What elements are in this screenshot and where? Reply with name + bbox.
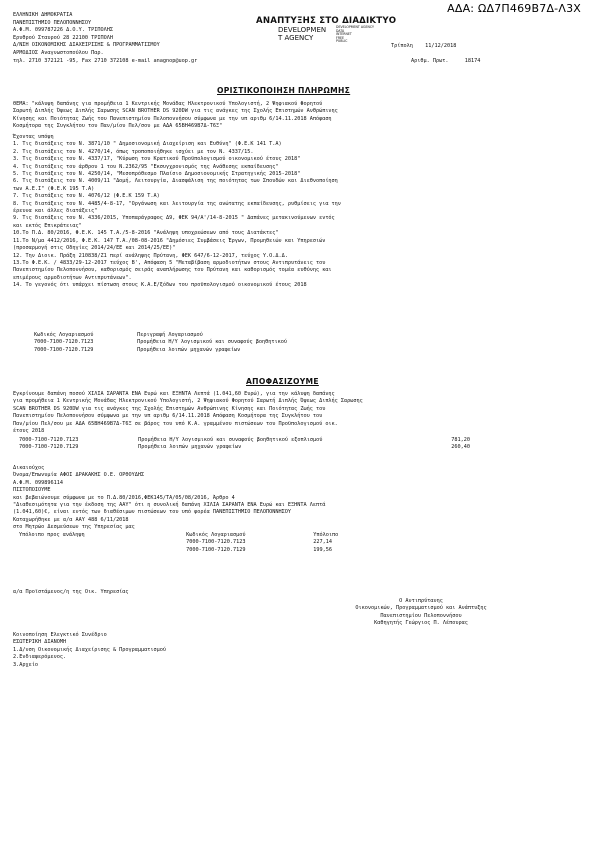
decision-block xyxy=(13,391,581,435)
subject-block xyxy=(13,101,581,131)
decision-line: Εγκρίνουμε δαπάνη ποσού ΧΙΛΙΑ ΣΑΡΑΝΤΑ ΕΝΑ Ευρώ και ΕΞΗΝΤΑ Λεπτά (1.041,60 Ευρώ), για την κάλυψη δαπάνης xyxy=(13,391,335,397)
distribution-line: ΕΣΩΤΕΡΙΚΗ ΔΙΑΝΟΜΗ xyxy=(13,639,67,646)
beneficiary-line: Όνομα/Επωνυμία ΑΦΟΙ ΔΡΑΚΑΚΗΣ Ο.Ε. ΟΡΘΟΥΔΗΣ xyxy=(13,472,145,479)
considering-item: επιμέρους αρμοδιοτήτων Αντιπρυτάνεων". xyxy=(13,274,132,281)
decision-line: SCAN BROTHER DS 920DW για τις ανάγκες της Σχολής Επιστημών Ανθρώπινης Κίνησης και Ποιότητας Ζωής του xyxy=(13,405,326,412)
header-line: Ερυθρού Σταυρού 28 22100 ΤΡΙΠΟΛΗ xyxy=(13,34,113,41)
account-description: Προμήθεια Η/Υ λογισμικού και συναφούς βοηθητικού xyxy=(137,339,288,346)
beneficiary-line: Δικαιούχος xyxy=(13,465,45,471)
subject-line: ΘΕΜΑ: "κάλυψη δαπάνης για προμήθεια 1 Κεντρικής Μονάδας Ηλεκτρονικού Υπολογιστή, 2 Ψηφιακού Φορητού xyxy=(13,101,323,107)
table-header xyxy=(19,532,338,539)
header-line: ΑΡΜΟΔΙΟΣ Αναγνωστοπούλου Παρ. xyxy=(13,49,104,56)
considering-item: Πανεπιστημίου Πελοποννήσου, καθορισμός σειράς αναπλήρωσης του Πρύτανη και καθορισμός τομέα ευθύνης και xyxy=(13,267,332,274)
beneficiary-line: "Διαθεσιμότητα για την έκδοση της ΑΑΥ" ότι η συνολική δαπάνη ΧΙΛΙΑ ΣΑΡΑΝΤΑ ΕΝΑ Ευρώ και ΕΞΗΝΤΑ Λεπτά xyxy=(13,502,326,509)
amount: 260,40 xyxy=(451,444,470,451)
decision-line: Πανεπιστημίου Πελοποννήσου σύμφωνα με την υπ αριθμ 6/14.11.2018 Απόφαση Κοσμήτορα της Συγκλήτου του xyxy=(13,413,323,420)
account-description: Προμήθεια λοιπών μηχανών γραφείων xyxy=(137,346,241,353)
beneficiary-line: Α.Φ.Μ. 099896114 xyxy=(13,479,63,486)
protocol-line xyxy=(411,58,480,66)
logo-title: ΑΝΑΠΤΥΞΗΣ ΣΤΟ ΔΙΑΔΙΚΤΥΟ xyxy=(256,16,397,26)
distribution-line: 3.Αρχείο xyxy=(13,661,38,668)
decision-line: έτους 2018 xyxy=(13,428,45,435)
title-we-decide: ΑΠΟΦΑΣΙΖΟΥΜΕ xyxy=(246,377,319,386)
agency-logo xyxy=(256,8,416,48)
signature-line: Καθηγητής Γεώργιος Π. Λέπουρας xyxy=(374,620,468,627)
decision-table xyxy=(19,437,470,452)
considering-item: και εκτός Επικράτειας" xyxy=(13,222,82,229)
header-line: τηλ. 2710 372121 -95, Fax 2710 372108 e-mail anagnop@uop.gr xyxy=(13,57,198,64)
distribution-line: 1.Δ/νση Οικονομικής Διαχείρισης & Προγραμματισμού xyxy=(13,646,167,653)
logo-tiny-text: INTERNET xyxy=(336,32,352,37)
balance: 199,56 xyxy=(313,546,332,553)
ada-code: ΑΔΑ: ΩΔ7Π469Β7Δ-Λ3Χ xyxy=(447,2,581,15)
subject-line: Σαρωτή Διπλής Όψεως Διπλής Σαρωσης SCAN BROTHER DS 920DW για τις ανάγκες της Σχολής Επιστημών Ανθρώπινης xyxy=(13,108,338,115)
financial-service-head: α/α Προϊστάμενος/η της Οικ. Υπηρεσίας xyxy=(13,589,129,595)
account-code: 7000-7100-7120.7129 xyxy=(34,346,94,353)
header-line: Δ/ΝΣΗ ΟΙΚΟΝΟΜΙΚΗΣ ΔΙΑΧΕΙΡΙΣΗΣ & ΠΡΟΓΡΑΜΜΑΤΙΣΜΟΥ xyxy=(13,42,160,49)
header-left xyxy=(13,12,197,65)
date-line xyxy=(391,43,456,51)
considering-item: 7. Τις διατάξεις του Ν. 4076/12 (Φ.Ε.Κ 159 Τ.Α) xyxy=(13,193,160,200)
considering-label: Έχοντας υπόψη xyxy=(13,134,54,140)
logo-line: T AGENCY xyxy=(278,34,314,42)
beneficiary-line: Καταχωρήθηκε με α/α ΑΑΥ 488 6/11/2018 xyxy=(13,516,129,523)
considering-item: 4. Τις διατάξεις του άρθρου 1 του Ν.2362/95 "Εκσυγχρονισμός της Ανάθεσης εκπαίδευσης" xyxy=(13,163,279,170)
account-code: 7000-7100-7120.7123 xyxy=(19,437,79,443)
considering-item: 6. Τις διατάξεις του Ν. 4009/11 "Δομή, Λειτουργία, Διασφάλιση της ποιότητας των Σπουδών και Διεθνοποίηση xyxy=(13,178,338,185)
logo-tiny-text: DATA xyxy=(336,28,345,33)
distribution-line: 2.Ενδιαφερόμενος. xyxy=(13,654,67,661)
col-remaining-label: Υπόλοιπο προς ανάληψη xyxy=(19,532,85,538)
logo-tiny-text: FREE xyxy=(336,35,345,40)
decision-line: Παν/μίου Πελ/σου με ΑΔΑ 65ΒΗ469Β7Δ-Τ6Ξ σε βάρος του υπό Κ.Α. γραμμένου πιστώσεων του Προϋπολογισμού οικ. xyxy=(13,420,338,427)
protocol-label: Αριθμ. Πρωτ. xyxy=(411,58,449,64)
considering-item: έρευνα και άλλες διατάξεις" xyxy=(13,208,98,215)
beneficiary-line: (1.041,60)€, είναι εντός των διαθέσιμων πιστώσεων του υπό φορέα ΠΑΝΕΠΙΣΤΗΜΙΟ ΠΕΛΟΠΟΝΝΗΣΟΥ xyxy=(13,509,291,516)
considering-item: 1. Τις διατάξεις του Ν. 3871/10 " Δημοσιονομική Διαχείριση και Ευθύνη" (Φ.Ε.Κ 141 Τ.Α) xyxy=(13,141,282,148)
table-row xyxy=(19,444,470,451)
considering-item: των Α.Ε.Ι" (Φ.Ε.Κ 195 Τ.Α) xyxy=(13,185,95,192)
considering-item: 13.Το Φ.Ε.Κ. / 4833/29-12-2017 τεύχος Β', Απόφαση 5 "Μεταβίβαση αρμοδιοτήτων στους Αντιπρυτάνεις του xyxy=(13,259,326,266)
table-row xyxy=(19,539,338,546)
signature-line: Οικονομικών, Προγραμματισμού και Ανάπτυξης xyxy=(355,605,487,612)
accounts-table xyxy=(34,332,287,354)
col-account-code: Κωδικός Λογαριασμού xyxy=(186,532,246,538)
beneficiary-line: και βεβαιώνουμε σύμφωνα με το Π.Δ.80/2016,ΦΕΚ145/ΤΑ/05/08/2016, Άρθρο 4 xyxy=(13,494,235,501)
logo-tiny-text: DEVELOPMENT AGENCY xyxy=(336,25,374,29)
subject-line: Κίνησης και Ποιότητας Ζωής του Πανεπιστημίου Πελοποννήσου σύμφωνα με την υπ αριθμ 6/14.11.2018 Απόφαση xyxy=(13,115,332,122)
subject-line: Κοσμήτορα της Συγκλήτου του Παν/μίου Πελ/σου με ΑΔΑ 65ΒΗ469Β7Δ-Τ6Ξ" xyxy=(13,123,223,130)
signature-block xyxy=(296,598,546,628)
col-balance: Υπόλοιπο xyxy=(313,532,339,538)
considering-item: 9. Τις διατάξεις του Ν. 4336/2015, Υποπαράγραφος Δ9, ΦΕΚ 94/Α'/14-8-2015 " Δαπάνες μετακινούμενων εντός xyxy=(13,215,335,222)
considering-item: 5. Τις διατάξεις του Ν. 4250/14, "Μεσοπρόθεσμο Πλαίσιο Δημοσιονομικής Στρατηγικής 2015-2018" xyxy=(13,171,301,178)
logo-tiny-text: PUBLIC xyxy=(336,39,348,44)
header-line: ΠΑΝΕΠΙΣΤΗΜΙΟ ΠΕΛΟΠΟΝΝΗΣΟΥ xyxy=(13,19,92,26)
considering-item: (προσαρμογή στις Οδηγίες 2014/24/ΕΕ και 2014/25/ΕΕ)" xyxy=(13,245,176,252)
account-code: 7000-7100-7120.7129 xyxy=(186,546,246,553)
beneficiary-line: ΠΙΣΤΟΠΟΙΟΥΜΕ xyxy=(13,487,51,494)
account-code: 7000-7100-7120.7123 xyxy=(34,339,94,346)
beneficiary-block xyxy=(13,465,581,532)
logo-small-print xyxy=(336,26,374,44)
date-value: 11/12/2018 xyxy=(425,43,457,49)
signature-line: Πανεπιστημίου Πελοποννήσου xyxy=(380,612,462,619)
table-row xyxy=(19,547,338,554)
account-code: 7000-7100-7120.7123 xyxy=(186,539,246,546)
date-label: Τρίπολη xyxy=(391,43,413,49)
considering-item: 14. Το γεγονός ότι υπάρχει πίστωση στους Κ.Α.Ε/ξόδων του προϋπολογισμού οικονομικού έτους 2018 xyxy=(13,282,307,289)
col-account-code: Κωδικός Λογαριασμού xyxy=(34,332,94,338)
header-line: Α.Φ.Μ. 099787226 Δ.Ο.Υ. ΤΡΙΠΟΛΗΣ xyxy=(13,27,113,34)
balance: 227,14 xyxy=(313,539,332,546)
considering-item: 10.Το Π.Δ. 80/2016, Φ.Ε.Κ. 145 Τ.Α./5-8-2016 "Ανάληψη υποχρεώσεων από τους Διατάκτες" xyxy=(13,230,279,237)
considering-item: 12. Την Διοικ. Πράξη 210838/Ζ1 περί ανάληψης Πρύτανη, ΦΕΚ 647/6-12-2017, τεύχος Υ.Ο.Δ.Δ. xyxy=(13,252,288,259)
protocol-number: 18174 xyxy=(464,58,481,64)
considering-block xyxy=(13,134,581,290)
account-description: Προμήθεια Η/Υ λογισμικού και συναφούς βοηθητικού εξοπλισμού xyxy=(138,437,323,443)
distribution-block xyxy=(13,632,166,669)
col-account-description: Περιγραφή Λογαριασμού xyxy=(137,332,203,338)
distribution-line: Κοινοποίηση Ελεγκτικό Συνέδριο xyxy=(13,632,107,638)
logo-line: DEVELOPMEN xyxy=(278,26,327,34)
considering-item: 2. Τις διατάξεις του Ν. 4270/14, όπως τροποποιήθηκε ισχύει με τον Ν. 4337/15. xyxy=(13,148,254,155)
decision-line: για προμήθεια 1 Κεντρικής Μονάδας Ηλεκτρονικού Υπολογιστή, 2 Ψηφιακού Φορητού Σαρωτή Διπλής Όψεως Διπλής Σαρωσης xyxy=(13,398,363,405)
remaining-balance-table xyxy=(19,532,338,554)
table-row xyxy=(19,437,470,444)
amount: 781,20 xyxy=(451,437,470,443)
signature-line: Ο Αντιπρύτανης xyxy=(399,598,443,604)
table-row xyxy=(34,339,287,346)
table-row xyxy=(34,347,287,354)
title-payment-finalization: ΟΡΙΣΤΙΚΟΠΟΙΗΣΗ ΠΛΗΡΩΜΗΣ xyxy=(217,86,351,95)
header-line: ΕΛΛΗΝΙΚΗ ΔΗΜΟΚΡΑΤΙΑ xyxy=(13,12,73,18)
considering-item: 3. Τις διατάξεις του Ν. 4337/17, "Κύρωση του Κρατικού Προϋπολογισμού οικονομικού έτους 2018" xyxy=(13,156,301,163)
considering-item: 11.Το Ν/μα 4412/2016, Φ.Ε.Κ. 147 Τ.Α./08-08-2016 "Δημόσιες Συμβάσεις Έργων, Προμηθειών και Υπηρεσιών xyxy=(13,237,326,244)
account-description: Προμήθεια λοιπών μηχανών γραφείων xyxy=(138,444,242,451)
considering-item: 8. Τις διατάξεις του Ν. 4485/4-8-17, "Οργάνωση και λειτουργία της ανώτατης εκπαίδευσης, ρυθμίσεις για την xyxy=(13,200,341,207)
beneficiary-line: στο Μητρώο Δεσμεύσεων της Υπηρεσίας μας xyxy=(13,524,135,531)
account-code: 7000-7100-7120.7129 xyxy=(19,444,79,451)
